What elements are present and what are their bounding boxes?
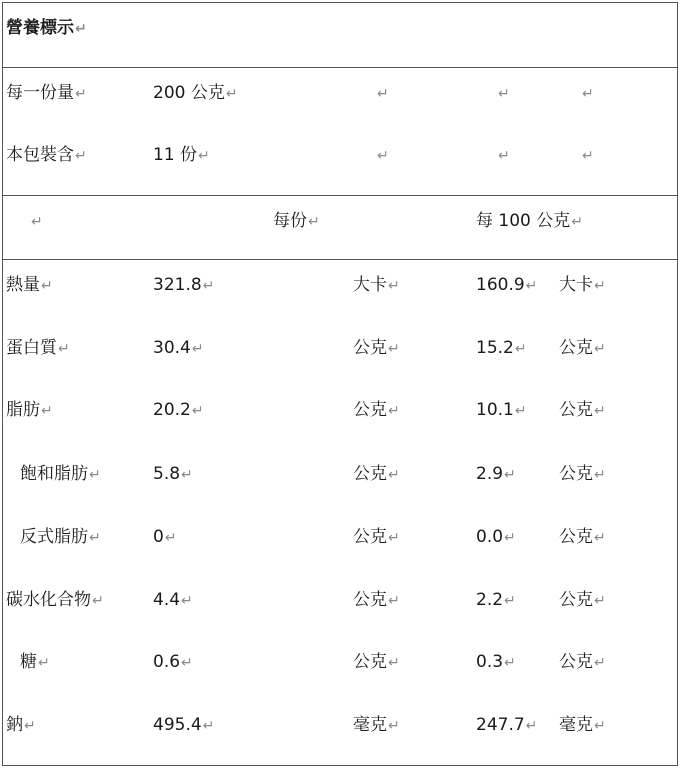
per-100g-unit: [559, 651, 606, 674]
value-text: 0: [153, 527, 164, 547]
return-mark: ↵: [582, 86, 594, 102]
return-mark: ↵: [388, 718, 400, 734]
servings-count-label: [6, 144, 87, 167]
return-mark: ↵: [41, 278, 53, 294]
per-serving-value: [153, 651, 193, 674]
title-text: 營養標示: [6, 18, 74, 38]
return-mark: ↵: [504, 655, 516, 671]
unit-text: 公克: [559, 464, 593, 484]
per-100g-value: [476, 337, 527, 360]
per-100g-value: [476, 651, 516, 674]
nutrient-name-text: 鈉: [6, 715, 23, 735]
nutrient-name-text: 反式脂肪: [20, 527, 88, 547]
return-mark: ↵: [582, 148, 594, 164]
return-mark: ↵: [514, 403, 527, 419]
return-mark: ↵: [504, 593, 516, 609]
return-mark: ↵: [388, 593, 400, 609]
per-serving-value: [153, 274, 214, 297]
per-100g-value: [476, 714, 537, 737]
return-mark: ↵: [92, 593, 104, 609]
divider: [2, 259, 678, 260]
serving-size-value-text: 200 公克: [153, 83, 225, 103]
nutrient-name-text: 碳水化合物: [6, 590, 91, 610]
return-mark: ↵: [594, 403, 606, 419]
unit-text: 公克: [559, 338, 593, 358]
return-mark: ↵: [594, 467, 606, 483]
value-text: 4.4: [153, 590, 181, 610]
per-100g-unit: [559, 714, 606, 737]
return-mark: ↵: [202, 718, 215, 734]
return-mark: ↵: [181, 467, 193, 483]
return-mark: ↵: [24, 718, 36, 734]
return-mark: ↵: [388, 278, 400, 294]
unit-text: 公克: [559, 590, 593, 610]
per-100g-unit: [559, 526, 606, 549]
per-100g-unit: [559, 589, 606, 612]
return-mark: ↵: [594, 655, 606, 671]
value-text: 0.6: [153, 652, 181, 672]
return-mark: ↵: [525, 718, 538, 734]
return-mark: ↵: [164, 530, 177, 546]
column-header-text: 每份: [273, 211, 307, 231]
unit-text: 公克: [353, 590, 387, 610]
per-100g-unit: [559, 399, 606, 422]
value-text: 5.8: [153, 464, 181, 484]
per-serving-value: [153, 589, 193, 612]
unit-text: 公克: [559, 400, 593, 420]
return-mark: ↵: [377, 86, 389, 102]
return-mark: ↵: [504, 530, 516, 546]
nutrient-name: [6, 589, 104, 612]
return-mark: ↵: [594, 593, 606, 609]
return-mark: ↵: [571, 214, 583, 230]
per-serving-value: [153, 526, 177, 549]
return-mark: ↵: [181, 593, 193, 609]
empty-cell: [581, 82, 594, 105]
per-100g-unit: [559, 463, 606, 486]
serving-size-value: [153, 82, 238, 105]
per-serving-unit: [353, 714, 400, 737]
per-serving-unit: [353, 589, 400, 612]
empty-cell: [376, 144, 389, 167]
nutrient-name: [6, 337, 70, 360]
servings-count-label-text: 本包裝含: [6, 145, 74, 165]
per-serving-value: [153, 714, 214, 737]
return-mark: ↵: [38, 655, 50, 671]
return-mark: ↵: [594, 718, 606, 734]
return-mark: ↵: [504, 467, 516, 483]
column-header-per-serving: [273, 210, 320, 233]
value-text: 495.4: [153, 715, 202, 735]
return-mark: ↵: [498, 148, 510, 164]
return-mark: ↵: [388, 403, 400, 419]
empty-cell: [30, 210, 43, 233]
return-mark: ↵: [75, 21, 87, 37]
unit-text: 毫克: [559, 715, 593, 735]
value-text: 2.9: [476, 464, 504, 484]
unit-text: 大卡: [559, 275, 593, 295]
return-mark: ↵: [181, 655, 193, 671]
return-mark: ↵: [89, 530, 101, 546]
unit-text: 公克: [353, 652, 387, 672]
return-mark: ↵: [198, 148, 210, 164]
nutrient-name: [20, 526, 101, 549]
value-text: 321.8: [153, 275, 202, 295]
per-100g-value: [476, 589, 516, 612]
return-mark: ↵: [514, 341, 527, 357]
empty-cell: [497, 82, 510, 105]
table-title: [6, 17, 87, 40]
per-100g-value: [476, 399, 527, 422]
return-mark: ↵: [31, 214, 43, 230]
serving-size-label: [6, 82, 87, 105]
value-text: 0.3: [476, 652, 504, 672]
per-100g-value: [476, 274, 537, 297]
return-mark: ↵: [498, 86, 510, 102]
return-mark: ↵: [75, 86, 87, 102]
divider: [2, 67, 678, 68]
per-serving-value: [153, 337, 204, 360]
return-mark: ↵: [594, 278, 606, 294]
unit-text: 公克: [353, 338, 387, 358]
return-mark: ↵: [377, 148, 389, 164]
empty-cell: [376, 82, 389, 105]
per-serving-unit: [353, 526, 400, 549]
nutrient-name: [6, 399, 53, 422]
return-mark: ↵: [388, 467, 400, 483]
unit-text: 公克: [353, 400, 387, 420]
per-serving-unit: [353, 463, 400, 486]
return-mark: ↵: [594, 341, 606, 357]
nutrient-name: [6, 714, 36, 737]
return-mark: ↵: [594, 530, 606, 546]
return-mark: ↵: [388, 655, 400, 671]
value-text: 2.2: [476, 590, 504, 610]
unit-text: 公克: [353, 527, 387, 547]
return-mark: ↵: [308, 214, 320, 230]
value-text: 15.2: [476, 338, 514, 358]
per-100g-value: [476, 526, 516, 549]
empty-cell: [581, 144, 594, 167]
divider: [2, 195, 678, 196]
unit-text: 毫克: [353, 715, 387, 735]
value-text: 20.2: [153, 400, 191, 420]
per-serving-unit: [353, 337, 400, 360]
value-text: 10.1: [476, 400, 514, 420]
nutrient-name: [20, 651, 50, 674]
value-text: 160.9: [476, 275, 525, 295]
per-100g-unit: [559, 337, 606, 360]
return-mark: ↵: [191, 403, 204, 419]
return-mark: ↵: [191, 341, 204, 357]
return-mark: ↵: [225, 86, 238, 102]
column-header-text: 每 100 公克: [476, 211, 571, 231]
return-mark: ↵: [388, 530, 400, 546]
nutrient-name: [6, 274, 53, 297]
unit-text: 公克: [559, 652, 593, 672]
empty-cell: [497, 144, 510, 167]
nutrient-name-text: 飽和脂肪: [20, 464, 88, 484]
return-mark: ↵: [89, 467, 101, 483]
unit-text: 公克: [559, 527, 593, 547]
column-header-per-100g: [476, 210, 583, 233]
unit-text: 大卡: [353, 275, 387, 295]
servings-count-value: [153, 144, 210, 167]
nutrient-name-text: 熱量: [6, 275, 40, 295]
unit-text: 公克: [353, 464, 387, 484]
return-mark: ↵: [525, 278, 538, 294]
return-mark: ↵: [58, 341, 70, 357]
per-100g-value: [476, 463, 516, 486]
serving-size-label-text: 每一份量: [6, 83, 74, 103]
servings-count-value-text: 11 份: [153, 145, 198, 165]
per-serving-value: [153, 463, 193, 486]
nutrient-name-text: 蛋白質: [6, 338, 57, 358]
return-mark: ↵: [75, 148, 87, 164]
value-text: 247.7: [476, 715, 525, 735]
return-mark: ↵: [388, 341, 400, 357]
value-text: 30.4: [153, 338, 191, 358]
return-mark: ↵: [202, 278, 215, 294]
per-serving-unit: [353, 651, 400, 674]
value-text: 0.0: [476, 527, 504, 547]
per-serving-unit: [353, 274, 400, 297]
nutrient-name-text: 脂肪: [6, 400, 40, 420]
nutrient-name: [20, 463, 101, 486]
nutrient-name-text: 糖: [20, 652, 37, 672]
per-100g-unit: [559, 274, 606, 297]
per-serving-value: [153, 399, 204, 422]
per-serving-unit: [353, 399, 400, 422]
return-mark: ↵: [41, 403, 53, 419]
